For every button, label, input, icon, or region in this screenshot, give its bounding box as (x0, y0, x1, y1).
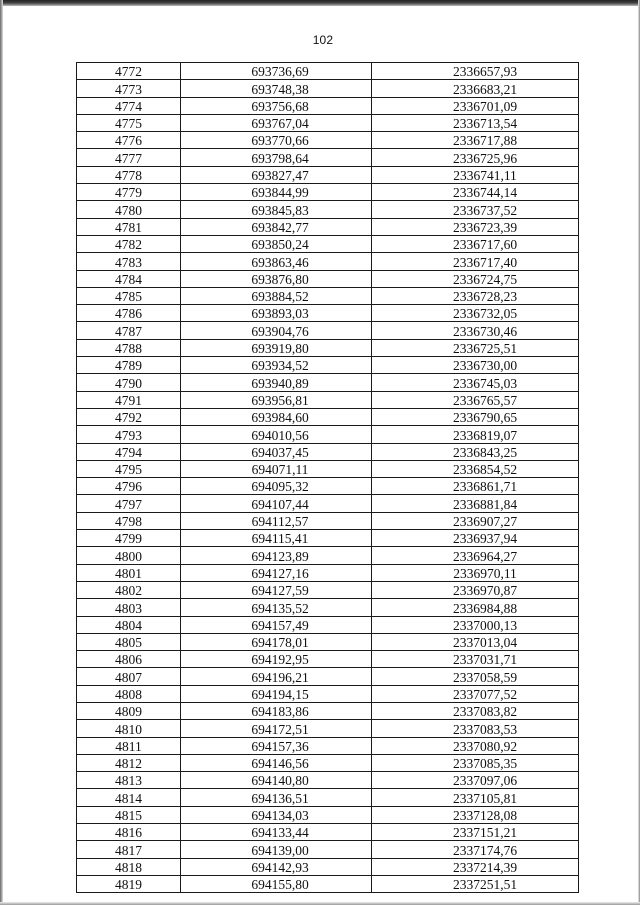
x-coordinate-cell: 694115,41 (181, 530, 372, 547)
y-coordinate-cell: 2337105,81 (372, 789, 579, 806)
x-coordinate-cell: 694172,51 (181, 720, 372, 737)
point-number-cell: 4774 (77, 97, 181, 114)
table-row (77, 460, 579, 477)
y-coordinate-cell: 2337058,59 (372, 668, 579, 685)
table-row (77, 685, 579, 702)
x-coordinate-cell: 693919,80 (181, 339, 372, 356)
table-row (77, 287, 579, 304)
x-coordinate-cell: 694134,03 (181, 806, 372, 823)
point-number-cell: 4798 (77, 512, 181, 529)
point-number-cell: 4783 (77, 253, 181, 270)
x-coordinate-cell: 694010,56 (181, 426, 372, 443)
y-coordinate-cell: 2337083,82 (372, 702, 579, 719)
y-coordinate-cell: 2337097,06 (372, 772, 579, 789)
table-row (77, 426, 579, 443)
table-row (77, 132, 579, 149)
table-row (77, 235, 579, 252)
point-number-cell: 4772 (77, 63, 181, 80)
table-row (77, 737, 579, 754)
y-coordinate-cell: 2336737,52 (372, 201, 579, 218)
point-number-cell: 4796 (77, 478, 181, 495)
y-coordinate-cell: 2336745,03 (372, 374, 579, 391)
point-number-cell: 4780 (77, 201, 181, 218)
point-number-cell: 4800 (77, 547, 181, 564)
point-number-cell: 4794 (77, 443, 181, 460)
y-coordinate-cell: 2337031,71 (372, 651, 579, 668)
y-coordinate-cell: 2336713,54 (372, 114, 579, 131)
table-row (77, 841, 579, 858)
table-row (77, 357, 579, 374)
point-number-cell: 4793 (77, 426, 181, 443)
point-number-cell: 4818 (77, 858, 181, 875)
point-number-cell: 4785 (77, 287, 181, 304)
point-number-cell: 4799 (77, 530, 181, 547)
y-coordinate-cell: 2336730,46 (372, 322, 579, 339)
x-coordinate-cell: 694127,16 (181, 564, 372, 581)
x-coordinate-cell: 694155,80 (181, 875, 372, 892)
point-number-cell: 4810 (77, 720, 181, 737)
x-coordinate-cell: 694071,11 (181, 460, 372, 477)
point-number-cell: 4807 (77, 668, 181, 685)
point-number-cell: 4792 (77, 408, 181, 425)
y-coordinate-cell: 2337077,52 (372, 685, 579, 702)
x-coordinate-cell: 694139,00 (181, 841, 372, 858)
point-number-cell: 4805 (77, 633, 181, 650)
x-coordinate-cell: 693736,69 (181, 63, 372, 80)
table-row (77, 512, 579, 529)
x-coordinate-cell: 693850,24 (181, 235, 372, 252)
table-row (77, 305, 579, 322)
table-row (77, 564, 579, 581)
x-coordinate-cell: 693934,52 (181, 357, 372, 374)
y-coordinate-cell: 2337251,51 (372, 875, 579, 892)
x-coordinate-cell: 694183,86 (181, 702, 372, 719)
table-row (77, 789, 579, 806)
point-number-cell: 4811 (77, 737, 181, 754)
y-coordinate-cell: 2336701,09 (372, 97, 579, 114)
point-number-cell: 4808 (77, 685, 181, 702)
x-coordinate-cell: 693863,46 (181, 253, 372, 270)
x-coordinate-cell: 694112,57 (181, 512, 372, 529)
x-coordinate-cell: 694135,52 (181, 599, 372, 616)
point-number-cell: 4816 (77, 824, 181, 841)
point-number-cell: 4781 (77, 218, 181, 235)
y-coordinate-cell: 2337174,76 (372, 841, 579, 858)
x-coordinate-cell: 693984,60 (181, 408, 372, 425)
table-row (77, 184, 579, 201)
y-coordinate-cell: 2336907,27 (372, 512, 579, 529)
point-number-cell: 4801 (77, 564, 181, 581)
point-number-cell: 4786 (77, 305, 181, 322)
table-row (77, 806, 579, 823)
table-row (77, 581, 579, 598)
table-row (77, 875, 579, 892)
table-row (77, 201, 579, 218)
table-row (77, 443, 579, 460)
x-coordinate-cell: 694107,44 (181, 495, 372, 512)
table-row (77, 322, 579, 339)
table-row (77, 166, 579, 183)
table-row (77, 149, 579, 166)
y-coordinate-cell: 2336717,40 (372, 253, 579, 270)
point-number-cell: 4776 (77, 132, 181, 149)
point-number-cell: 4814 (77, 789, 181, 806)
coordinates-table (76, 62, 579, 893)
y-coordinate-cell: 2336730,00 (372, 357, 579, 374)
point-number-cell: 4815 (77, 806, 181, 823)
table-row (77, 754, 579, 771)
table-row (77, 495, 579, 512)
y-coordinate-cell: 2337214,39 (372, 858, 579, 875)
x-coordinate-cell: 694146,56 (181, 754, 372, 771)
point-number-cell: 4778 (77, 166, 181, 183)
x-coordinate-cell: 694157,49 (181, 616, 372, 633)
scan-edge-left (0, 0, 3, 905)
point-number-cell: 4803 (77, 599, 181, 616)
y-coordinate-cell: 2336725,51 (372, 339, 579, 356)
y-coordinate-cell: 2337085,35 (372, 754, 579, 771)
coordinates-table-body (77, 63, 579, 893)
point-number-cell: 4812 (77, 754, 181, 771)
point-number-cell: 4817 (77, 841, 181, 858)
y-coordinate-cell: 2336854,52 (372, 460, 579, 477)
x-coordinate-cell: 693827,47 (181, 166, 372, 183)
table-row (77, 616, 579, 633)
y-coordinate-cell: 2336717,60 (372, 235, 579, 252)
y-coordinate-cell: 2337151,21 (372, 824, 579, 841)
table-row (77, 63, 579, 80)
y-coordinate-cell: 2336843,25 (372, 443, 579, 460)
point-number-cell: 4795 (77, 460, 181, 477)
x-coordinate-cell: 693940,89 (181, 374, 372, 391)
y-coordinate-cell: 2336819,07 (372, 426, 579, 443)
y-coordinate-cell: 2337013,04 (372, 633, 579, 650)
table-row (77, 651, 579, 668)
point-number-cell: 4787 (77, 322, 181, 339)
y-coordinate-cell: 2337128,08 (372, 806, 579, 823)
x-coordinate-cell: 694133,44 (181, 824, 372, 841)
y-coordinate-cell: 2336881,84 (372, 495, 579, 512)
y-coordinate-cell: 2336765,57 (372, 391, 579, 408)
point-number-cell: 4789 (77, 357, 181, 374)
table-row (77, 668, 579, 685)
x-coordinate-cell: 693893,03 (181, 305, 372, 322)
x-coordinate-cell: 693770,66 (181, 132, 372, 149)
y-coordinate-cell: 2336861,71 (372, 478, 579, 495)
table-row (77, 599, 579, 616)
y-coordinate-cell: 2336744,14 (372, 184, 579, 201)
y-coordinate-cell: 2336657,93 (372, 63, 579, 80)
y-coordinate-cell: 2337083,53 (372, 720, 579, 737)
y-coordinate-cell: 2336964,27 (372, 547, 579, 564)
table-row (77, 391, 579, 408)
table-row (77, 97, 579, 114)
point-number-cell: 4788 (77, 339, 181, 356)
y-coordinate-cell: 2336725,96 (372, 149, 579, 166)
table-row (77, 824, 579, 841)
x-coordinate-cell: 693756,68 (181, 97, 372, 114)
table-row (77, 253, 579, 270)
table-row (77, 720, 579, 737)
x-coordinate-cell: 694037,45 (181, 443, 372, 460)
point-number-cell: 4813 (77, 772, 181, 789)
table-row (77, 858, 579, 875)
x-coordinate-cell: 693767,04 (181, 114, 372, 131)
x-coordinate-cell: 694178,01 (181, 633, 372, 650)
table-row (77, 270, 579, 287)
y-coordinate-cell: 2336984,88 (372, 599, 579, 616)
x-coordinate-cell: 693904,76 (181, 322, 372, 339)
table-row (77, 633, 579, 650)
point-number-cell: 4804 (77, 616, 181, 633)
y-coordinate-cell: 2336732,05 (372, 305, 579, 322)
x-coordinate-cell: 694095,32 (181, 478, 372, 495)
point-number-cell: 4819 (77, 875, 181, 892)
y-coordinate-cell: 2336790,65 (372, 408, 579, 425)
point-number-cell: 4790 (77, 374, 181, 391)
table-row (77, 408, 579, 425)
x-coordinate-cell: 694194,15 (181, 685, 372, 702)
x-coordinate-cell: 693844,99 (181, 184, 372, 201)
table-row (77, 547, 579, 564)
x-coordinate-cell: 694136,51 (181, 789, 372, 806)
page-number: 102 (312, 33, 334, 47)
y-coordinate-cell: 2337080,92 (372, 737, 579, 754)
y-coordinate-cell: 2336728,23 (372, 287, 579, 304)
x-coordinate-cell: 693842,77 (181, 218, 372, 235)
x-coordinate-cell: 694192,95 (181, 651, 372, 668)
x-coordinate-cell: 693748,38 (181, 80, 372, 97)
x-coordinate-cell: 693798,64 (181, 149, 372, 166)
table-row (77, 702, 579, 719)
x-coordinate-cell: 694157,36 (181, 737, 372, 754)
table-row (77, 772, 579, 789)
x-coordinate-cell: 694123,89 (181, 547, 372, 564)
point-number-cell: 4775 (77, 114, 181, 131)
y-coordinate-cell: 2336970,11 (372, 564, 579, 581)
x-coordinate-cell: 694140,80 (181, 772, 372, 789)
point-number-cell: 4773 (77, 80, 181, 97)
y-coordinate-cell: 2336741,11 (372, 166, 579, 183)
point-number-cell: 4777 (77, 149, 181, 166)
table-row (77, 478, 579, 495)
table-row (77, 218, 579, 235)
point-number-cell: 4791 (77, 391, 181, 408)
y-coordinate-cell: 2336723,39 (372, 218, 579, 235)
x-coordinate-cell: 693845,83 (181, 201, 372, 218)
point-number-cell: 4784 (77, 270, 181, 287)
point-number-cell: 4809 (77, 702, 181, 719)
point-number-cell: 4802 (77, 581, 181, 598)
table-row (77, 80, 579, 97)
point-number-cell: 4779 (77, 184, 181, 201)
x-coordinate-cell: 693876,80 (181, 270, 372, 287)
y-coordinate-cell: 2336724,75 (372, 270, 579, 287)
y-coordinate-cell: 2337000,13 (372, 616, 579, 633)
y-coordinate-cell: 2336717,88 (372, 132, 579, 149)
table-row (77, 530, 579, 547)
x-coordinate-cell: 694142,93 (181, 858, 372, 875)
scan-edge-top (0, 0, 640, 6)
y-coordinate-cell: 2336970,87 (372, 581, 579, 598)
table-row (77, 339, 579, 356)
point-number-cell: 4782 (77, 235, 181, 252)
x-coordinate-cell: 694196,21 (181, 668, 372, 685)
x-coordinate-cell: 694127,59 (181, 581, 372, 598)
table-row (77, 114, 579, 131)
y-coordinate-cell: 2336937,94 (372, 530, 579, 547)
x-coordinate-cell: 693956,81 (181, 391, 372, 408)
y-coordinate-cell: 2336683,21 (372, 80, 579, 97)
x-coordinate-cell: 693884,52 (181, 287, 372, 304)
point-number-cell: 4797 (77, 495, 181, 512)
point-number-cell: 4806 (77, 651, 181, 668)
table-row (77, 374, 579, 391)
